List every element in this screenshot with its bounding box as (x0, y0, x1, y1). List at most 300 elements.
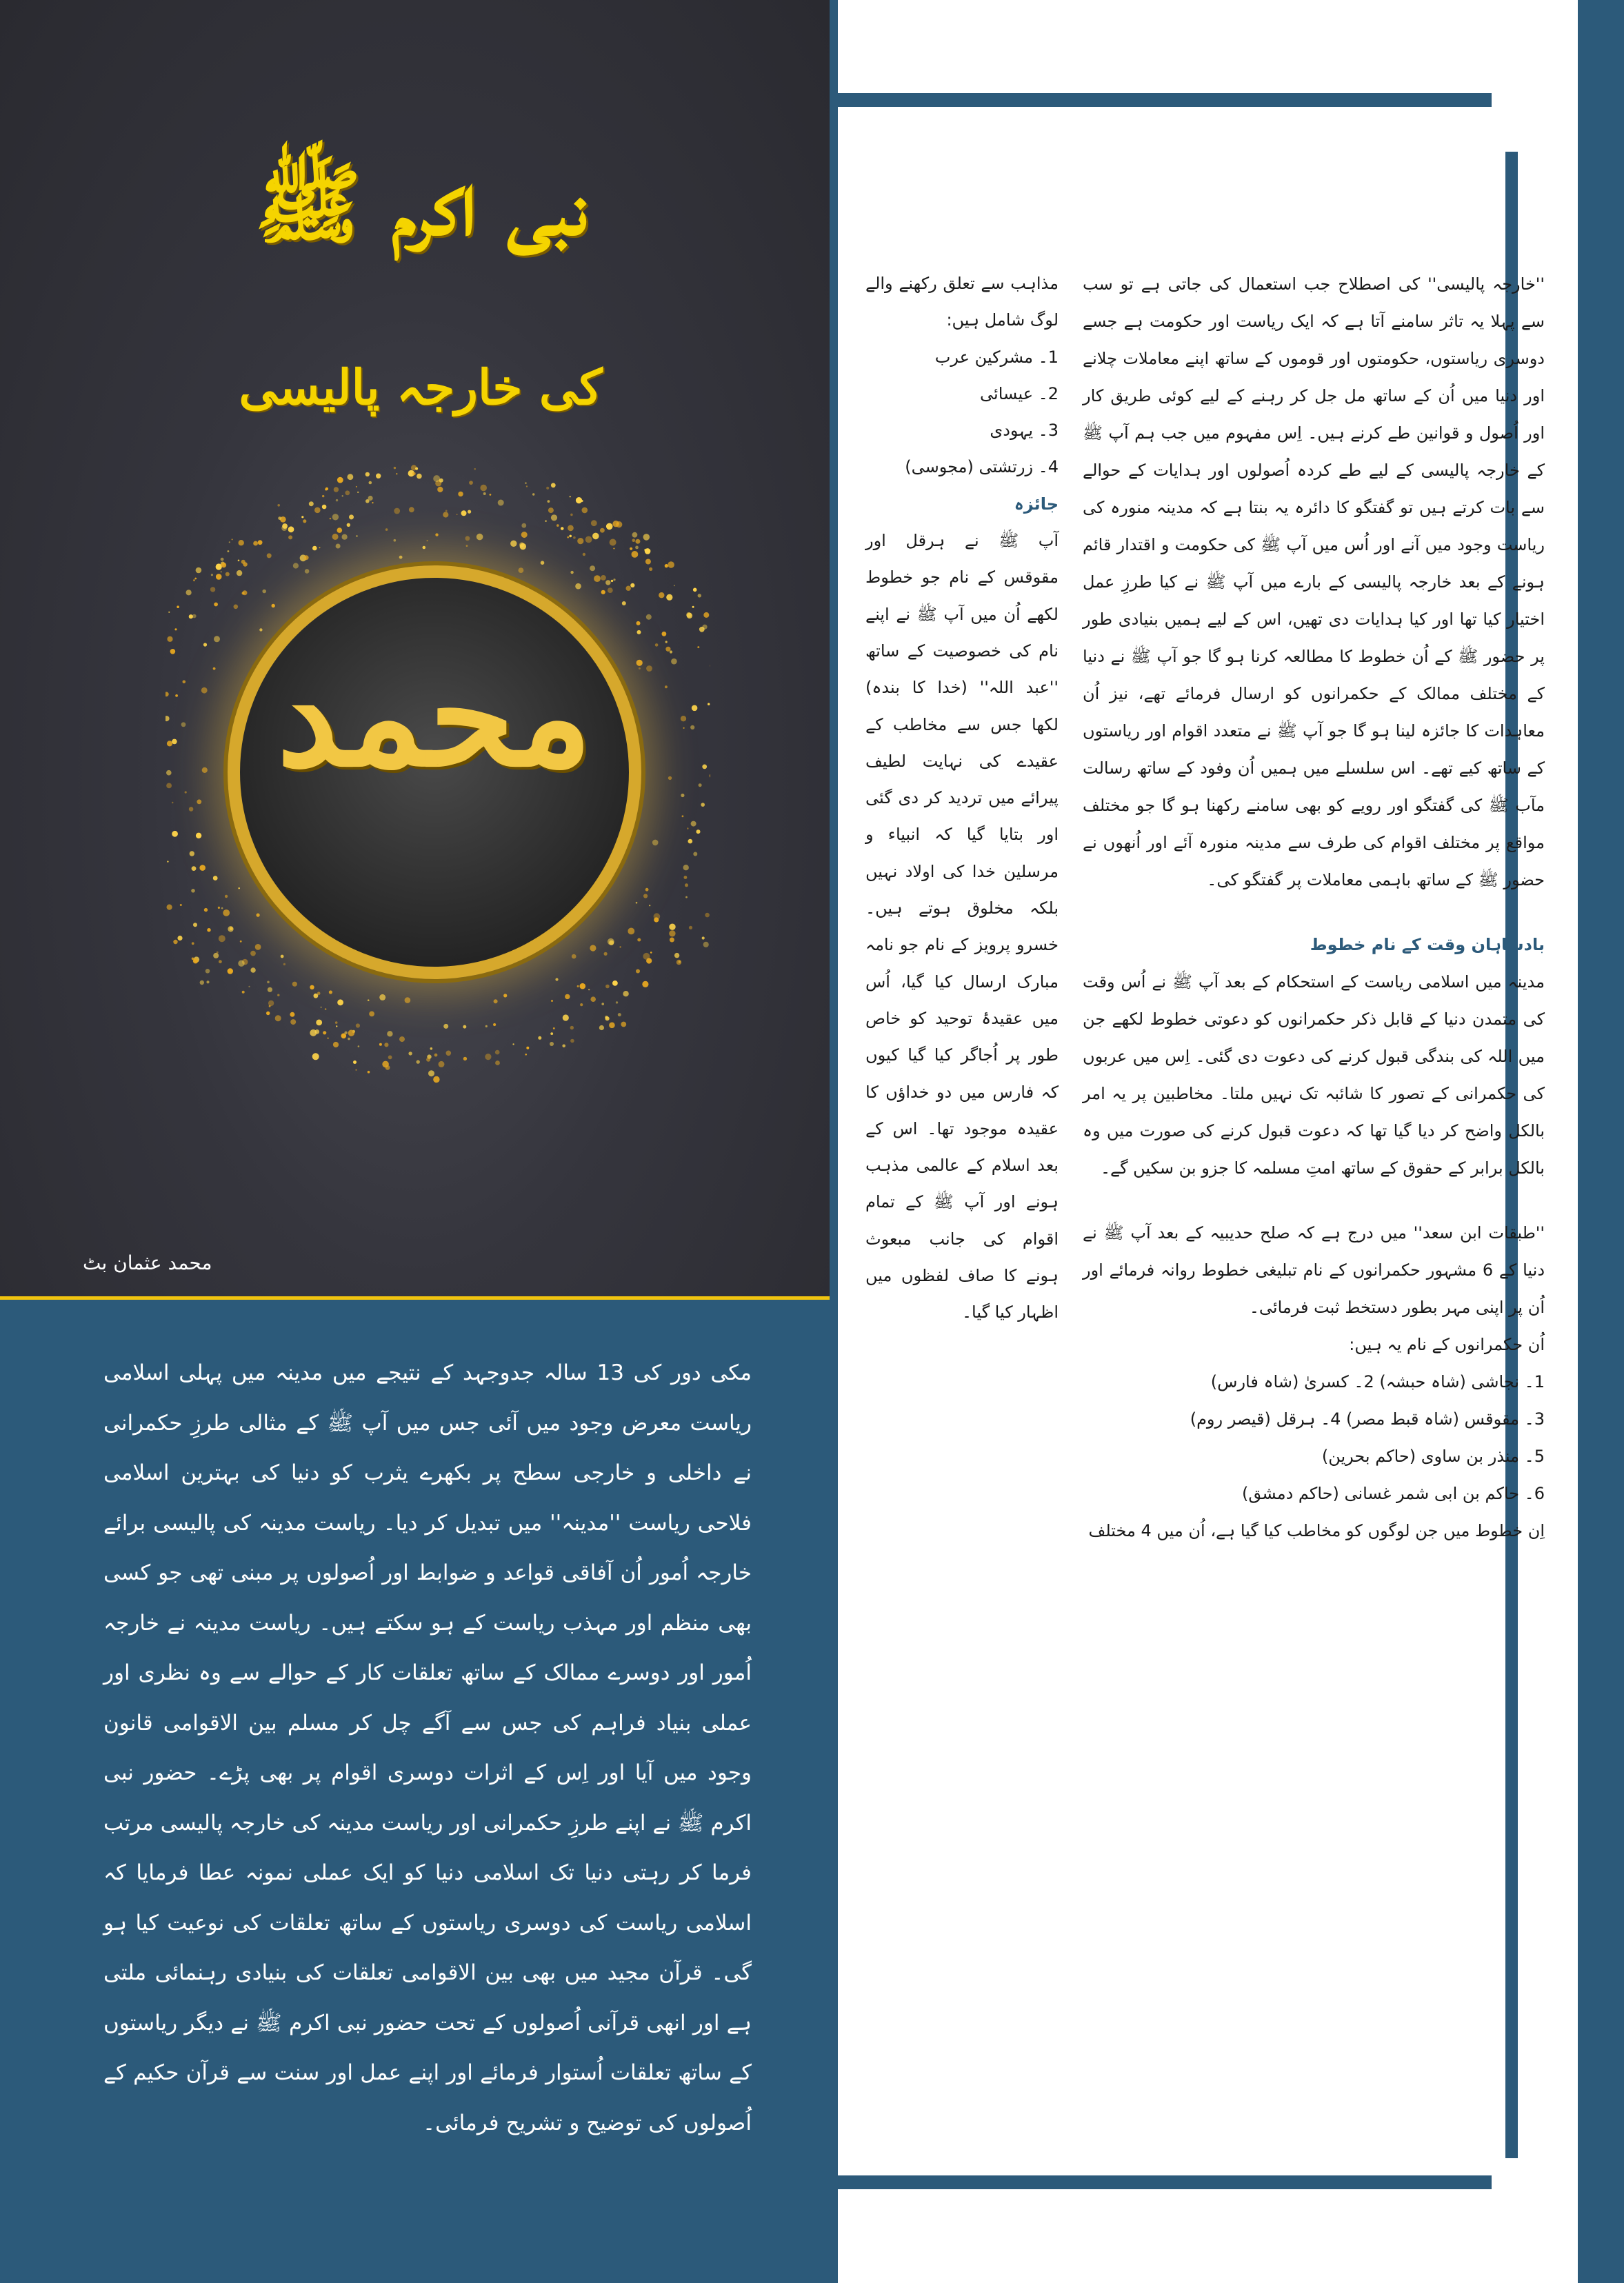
sparkle (588, 989, 590, 990)
sparkle (645, 559, 651, 565)
sparkle (605, 985, 610, 989)
sparkle (611, 580, 613, 582)
sparkle (605, 580, 610, 585)
sparkle (630, 583, 634, 587)
sparkle (172, 831, 178, 837)
sparkle (445, 510, 448, 512)
list-item: 2۔ عیسائی (980, 383, 1059, 403)
sparkle (702, 936, 705, 939)
sparkle (669, 924, 675, 930)
sparkle (428, 1070, 434, 1076)
sparkle (206, 980, 209, 983)
sparkle (665, 564, 668, 567)
sparkle (619, 946, 621, 947)
sparkle (662, 632, 667, 636)
sparkle (281, 525, 287, 531)
sparkle (167, 741, 172, 746)
sparkle (463, 1025, 466, 1029)
sparkle (281, 955, 284, 958)
sparkle (498, 500, 504, 506)
sparkle (317, 992, 321, 995)
sparkle (223, 909, 230, 916)
sparkle (183, 681, 186, 684)
sparkle (698, 594, 701, 597)
sparkle (561, 527, 564, 530)
sparkle (646, 665, 652, 672)
sparkle (495, 1060, 500, 1065)
sparkle (683, 865, 689, 870)
sparkle (569, 535, 572, 538)
sparkle (379, 1043, 382, 1046)
sparkle (277, 504, 280, 507)
sparkle (474, 468, 476, 470)
sparkle (193, 579, 195, 581)
sparkle (312, 1053, 319, 1060)
sparkle (685, 896, 688, 898)
sparkle (357, 492, 359, 493)
sparkle (688, 839, 693, 844)
sparkle (241, 560, 245, 564)
sparkle (687, 613, 692, 618)
sparkle (314, 507, 321, 514)
sparkle (532, 493, 534, 495)
sparkle (267, 553, 272, 558)
sparkle (221, 558, 224, 561)
sparkle (573, 536, 576, 539)
letters-paragraph: مدینہ میں اسلامی ریاست کے استحکام کے بعد آپ ﷺ نے اُس وقت کی متمدن دنیا کے قابل ذکر حکمرانوں کو دعوتی خطوط لکھے جن میں اللہ کی بندگی قبول کرنے کی دعوت دی گئی۔ اِس میں عربوں کی حکمرانی کے تصور کا شائبہ تک نہیں ملتا۔ مخاطبین پر یہ امر بالکل واضح کر دیا گیا تھا کہ دعوت قبول کرنے کی صورت میں وہ بالکل برابر کے حقوق کے ساتھ امتِ مسلمہ کا جزو بن سکیں گے۔ (1083, 972, 1545, 1178)
sparkle (691, 821, 696, 827)
sparkle (356, 1023, 360, 1027)
sparkle (415, 467, 418, 470)
sparkle (194, 578, 197, 580)
sparkle (682, 815, 684, 817)
sparkle (290, 1012, 294, 1017)
sparkle (290, 1019, 296, 1025)
sparkle (599, 1025, 604, 1030)
sparkle (394, 508, 400, 514)
sparkle (636, 902, 638, 904)
sparkle (637, 938, 641, 942)
sparkle (605, 1016, 610, 1020)
sparkle (238, 560, 240, 562)
sparkle (699, 783, 702, 787)
sparkle (665, 641, 668, 643)
sparkle (541, 561, 545, 565)
sparkle (618, 1013, 621, 1016)
sparkle (213, 667, 216, 670)
sparkle (585, 536, 592, 543)
sparkle (563, 1014, 569, 1020)
sparkle (180, 904, 182, 906)
sparkle (303, 519, 306, 523)
sparkle (570, 1039, 574, 1043)
sparkle (565, 994, 570, 999)
sparkle (568, 525, 574, 531)
sparkle (316, 1020, 322, 1026)
sparkle (577, 538, 583, 544)
sparkle (310, 985, 314, 989)
sparkle (337, 477, 343, 483)
sparkle (283, 963, 285, 965)
sparkle (239, 540, 244, 545)
sparkle (616, 1001, 618, 1003)
sparkle (570, 514, 573, 516)
sparkle (312, 546, 317, 551)
sparkle (670, 938, 674, 943)
sparkle (703, 942, 709, 947)
sparkle (538, 1036, 541, 1040)
sparkle (705, 913, 710, 918)
sparkle (480, 485, 487, 492)
sparkle (177, 605, 179, 608)
sparkle (189, 614, 193, 618)
sparkle (255, 944, 261, 950)
sparkle (551, 483, 556, 487)
sparkle (521, 523, 526, 528)
sparkle (681, 794, 684, 797)
sparkle (439, 1061, 445, 1067)
sparkle (466, 545, 468, 547)
sparkle (649, 567, 652, 571)
sparkle (189, 807, 194, 812)
sparkle (645, 888, 649, 892)
sparkle (323, 1031, 326, 1034)
sparkle (221, 907, 223, 909)
sparkle (192, 942, 194, 945)
sparkle (293, 563, 299, 568)
sparkle (632, 532, 638, 538)
sparkle (268, 1000, 274, 1006)
sparkle (546, 487, 549, 490)
sparkle (368, 496, 373, 501)
sparkle (636, 969, 640, 974)
sparkle (684, 876, 688, 879)
sparkle (368, 999, 370, 1001)
list-item: 1۔ مشرکین عرب (934, 347, 1059, 367)
sparkle (199, 865, 205, 871)
sparkle (358, 1045, 360, 1047)
sparkle (693, 588, 697, 592)
sparkle (275, 1015, 281, 1021)
sparkle (200, 980, 204, 985)
sparkle (649, 905, 650, 906)
sparkle (525, 1054, 527, 1056)
sparkle (405, 997, 411, 1003)
sparkle (167, 861, 168, 862)
sparkle (203, 643, 207, 646)
sparkle (262, 590, 266, 594)
sparkle (190, 851, 194, 856)
sparkle (250, 967, 255, 972)
sparkle (197, 799, 201, 804)
intro-paragraph: مکی دور کی 13 سالہ جدوجہد کے نتیجے میں مدینہ میں پہلی اسلامی ریاست معرض وجود میں آئی جس میں آپ ﷺ کے مثالی طرزِ حکمرانی نے داخلی و خارجی سطح پر بکھرے یثرب کو دنیا کی بہترین اسلامی فلاحی ریاست ''مدینہ'' میں تبدیل کر دیا۔ ریاست مدینہ کی پالیسی برائے خارجہ اُمور اُن آفاقی قواعد و ضوابط اور اُصولوں پر مبنی تھی جو کسی بھی منظم اور مہذب ریاست کے ہو سکتے ہیں۔ ریاست مدینہ نے خارجہ اُمور اور دوسرے ممالک کے ساتھ تعلقات کار کے حوالے سے وہ نظری اور عملی بنیاد فراہم کی جس سے آگے چل کر مسلم بین الاقوامی قانون وجود میں آیا اور اِس کے اثرات دوسری اقوام پر بھی پڑے۔ حضور نبی اکرم ﷺ نے اپنے طرزِ حکمرانی اور ریاست مدینہ کی خارجہ پالیسی مرتب فرما کر رہتی دنیا تک اسلامی دنیا کو ایک عملی نمونہ عطا فرمایا کہ اسلامی ریاست کی دوسری ریاستوں کے ساتھ تعلقات کی نوعیت کیا ہو گی۔ قرآن مجید میں بھی بین الاقوامی تعلقات کی بنیادی رہنمائی ملتی ہے اور انھی قرآنی اُصولوں کے تحت حضور نبی اکرم ﷺ نے دیگر ریاستوں کے ساتھ تعلقات اُستوار فرمائے اور اپنے عمل اور سنت سے قرآن حکیم کے اُصولوں کی توضیح و تشریح فرمائی۔ (103, 1360, 752, 2135)
sparkle (630, 547, 632, 550)
section-heading-review: جائزہ (1014, 494, 1059, 514)
sparkle (172, 802, 173, 803)
sparkle (683, 727, 685, 729)
sparkle (692, 705, 698, 712)
sparkle (548, 507, 554, 513)
sparkle (229, 541, 230, 543)
sparkle (606, 523, 613, 530)
sparkle (655, 643, 659, 647)
sparkle (267, 981, 270, 984)
sparkle (485, 1054, 491, 1060)
sparkle (242, 592, 245, 594)
sparkle (433, 475, 440, 482)
sparkle (342, 534, 348, 540)
sparkle (228, 968, 233, 974)
sparkle (668, 561, 674, 568)
sparkle (218, 565, 219, 566)
sparkle (337, 527, 343, 533)
sparkle (622, 601, 626, 605)
sparkle (325, 487, 328, 490)
sparkle (396, 473, 397, 474)
sparkle (349, 514, 354, 519)
sparkle (668, 776, 672, 780)
sparkle (621, 1022, 626, 1027)
sparkle (332, 514, 339, 520)
sparkle (665, 685, 668, 688)
sparkle (550, 1032, 553, 1035)
sparkle (545, 521, 546, 522)
sparkle (674, 953, 679, 958)
sparkle (637, 630, 641, 634)
list-item: 1۔ نجاشی (شاہ حبشہ) 2۔ کسریٰ (شاہ فارس) (1210, 1372, 1545, 1391)
bottom-band (830, 2175, 1492, 2189)
sparkle (608, 587, 613, 593)
sparkle (322, 495, 324, 497)
sparkle (601, 575, 606, 581)
sparkle (301, 516, 303, 518)
sparkle (580, 983, 586, 989)
top-band (830, 93, 1492, 107)
narrow-column (865, 265, 1059, 1331)
sparkle (304, 555, 309, 560)
sparkle (577, 985, 579, 987)
sparkle (334, 487, 339, 492)
sparkle (443, 1024, 448, 1029)
sparkle (365, 472, 370, 476)
sparkle (503, 994, 507, 997)
sparkle (268, 987, 272, 992)
sparkle (202, 767, 208, 773)
intro-article: ''خارجہ پالیسی'' کی اصطلاح جب استعمال کی جاتی ہے تو سب سے پہلا یہ تاثر سامنے آتا ہے کہ ایک ریاست اور حکومت ہے جسے دوسری ریاستوں، حکومتوں اور قوموں کے ساتھ اپنے معاملات چلانے اور دنیا میں اُن کے ساتھ مل جل کر رہنے کے لیے کوئی طریق کار اور اُصول و قوانین طے کرنے ہیں۔ اِس مفہوم میں جب ہم آپ ﷺ کے خارجہ پالیسی کے لیے طے کردہ اُصولوں اور ہدایات کے حوالے سے بات کرتے ہیں تو گفتگو کا دائرہ یہ بنتا ہے کہ مدینہ منورہ کی ریاست وجود میں آنے اور اُس میں آپ ﷺ کی حکومت و اقتدار قائم ہونے کے بعد خارجہ پالیسی کے بارے میں آپ ﷺ نے کیا طرزِ عمل اختیار کیا تھا اور کیا ہدایات دی تھیں، اس کے لیے ہمیں بنیادی طور پر حضور ﷺ کے اُن خطوط کا مطالعہ کرنا ہو گا جو آپ ﷺ نے دنیا کے مختلف ممالک کے حکمرانوں کو ارسال فرمائے تھے، نیز اُن معاہدات کا جائزہ لینا ہو گا جو آپ ﷺ نے متعدد اقوام اور ریاستوں کے ساتھ کیے تھے۔ اس سلسلے میں ہمیں اُن وفود کے ساتھ رسالت مآب ﷺ کی گفتگو اور رویے کو بھی سامنے رکھنا ہو گا جو مختلف مواقع پر مختلف اقوام کی طرف سے مدینہ منورہ آئے اور اُنھوں نے حضور ﷺ کے ساتھ باہمی معاملات پر گفتگو کی۔ (1083, 274, 1545, 889)
sparkle (211, 574, 213, 576)
sparkle (196, 567, 202, 574)
sparkle (272, 604, 275, 607)
page-title: نبی اکرم ﷺ (254, 152, 587, 256)
sparkle (201, 687, 208, 694)
sparkle (644, 549, 647, 552)
sparkle (567, 536, 569, 539)
sparkle (612, 980, 618, 986)
tabaqat-paragraph: ''طبقات ابن سعد'' میں درج ہے کہ صلح حدیبیہ کے بعد آپ ﷺ نے دنیا کے 6 مشہور حکمرانوں کے نام تبلیغی خطوط روانہ فرمائے اور اُن پر اپنی مہر بطور دستخط ثبت فرمائی۔ (1083, 1223, 1545, 1317)
sparkle (345, 490, 350, 495)
right-edge-stripe (1578, 0, 1624, 2283)
sparkle (652, 840, 659, 846)
sparkle (626, 586, 631, 591)
sparkle (388, 1056, 392, 1060)
sparkle (671, 658, 677, 665)
rulers-list (1083, 1363, 1545, 1512)
sparkle (623, 991, 628, 996)
sparkle (592, 533, 599, 540)
sparkle (575, 583, 581, 590)
sparkle (175, 694, 178, 697)
list-item: 4۔ زرتشتی (مجوسی) (905, 457, 1059, 477)
sparkle (319, 547, 321, 548)
sparkle (173, 940, 177, 944)
sparkle (643, 953, 650, 960)
list-item: 3۔ مقوقس (شاہ قبط مصر) 4۔ ہرقل (قیصر روم) (1190, 1409, 1545, 1429)
sparkle (259, 628, 262, 631)
sparkle (689, 926, 692, 929)
sparkle (443, 512, 448, 517)
sparkle (329, 990, 332, 994)
closing-line: اِن خطوط میں جن لوگوں کو مخاطب کیا گیا ہے، اُن میں 4 مختلف (1088, 1521, 1545, 1540)
sparkle (613, 579, 615, 581)
sparkle (394, 539, 397, 542)
sparkle (685, 883, 688, 887)
sparkle (234, 605, 239, 610)
sparkle (412, 472, 416, 476)
sparkle (394, 467, 396, 469)
sparkle (681, 716, 686, 721)
sparkle (232, 539, 233, 540)
sparkle (632, 539, 636, 542)
sparkle (702, 625, 707, 630)
sparkle (494, 999, 498, 1003)
sparkle (368, 1071, 370, 1074)
sparkle (238, 961, 244, 967)
sparkle (666, 594, 672, 601)
sparkle (665, 647, 670, 652)
sparkle (379, 994, 385, 1000)
sparkle (417, 1060, 420, 1063)
sparkle (613, 548, 614, 550)
sparkle (214, 603, 218, 607)
sparkle (213, 876, 218, 881)
sparkle (337, 999, 343, 1005)
sparkle (347, 523, 350, 527)
sparkle (213, 953, 219, 958)
sparkle (167, 636, 172, 642)
sparkle (369, 481, 372, 485)
sparkle (210, 587, 215, 592)
sparkle (333, 1042, 339, 1047)
sparkle (177, 936, 182, 941)
sparkle (469, 481, 473, 485)
sparkle (635, 546, 639, 550)
sparkle (327, 1037, 329, 1039)
sparkle (193, 923, 197, 927)
sparkle (687, 827, 689, 829)
sparkle (250, 951, 256, 956)
sparkle (430, 1047, 433, 1050)
sparkle (446, 1051, 452, 1056)
sparkle (399, 556, 403, 559)
sparkle (562, 1045, 565, 1048)
sparkle (628, 928, 634, 935)
sparkle (240, 941, 242, 943)
sparkle (676, 960, 681, 965)
sparkle (583, 553, 585, 556)
sparkle (185, 791, 187, 793)
sparkle (636, 621, 641, 625)
sparkle (221, 571, 222, 572)
sparkle (674, 585, 675, 586)
sparkle (325, 1008, 327, 1010)
sparkle (423, 546, 426, 550)
sparkle (594, 575, 601, 582)
sparkle (372, 502, 373, 503)
sparkle (590, 565, 595, 571)
sparkle (483, 492, 486, 495)
sparkle (277, 994, 279, 996)
sparkle (427, 540, 428, 541)
sparkle (601, 590, 605, 594)
sparkle (191, 889, 195, 893)
intro-text (103, 1348, 752, 2148)
sparkle (519, 567, 524, 573)
sparkle (591, 520, 597, 526)
sparkle (708, 703, 710, 705)
sparkle (170, 649, 176, 654)
sparkle (335, 1021, 338, 1024)
sparkle (309, 501, 314, 506)
sparkle (581, 500, 583, 502)
sparkle (512, 1043, 514, 1045)
sparkle (461, 510, 467, 516)
sparkle (288, 535, 292, 539)
sparkle (228, 550, 230, 552)
sparkle (166, 783, 172, 789)
sparkle (650, 952, 652, 954)
sparkle (572, 954, 577, 959)
sparkle (266, 1012, 270, 1015)
sparkle (239, 887, 240, 889)
sparkle (702, 765, 707, 770)
rulers-intro: اُن حکمرانوں کے نام یہ ہیں: (1349, 1335, 1545, 1354)
calligraphy-muhammad: محمد (277, 636, 592, 798)
sparkle (485, 1025, 488, 1027)
sparkle (237, 570, 242, 576)
sparkle (435, 533, 438, 536)
sparkle (551, 514, 557, 521)
sparkle (550, 1042, 554, 1046)
sparkle (384, 1043, 388, 1047)
sparkle (632, 551, 639, 558)
sparkle (336, 544, 341, 549)
sparkle (258, 540, 263, 545)
sparkle (468, 510, 471, 514)
sparkle (356, 486, 357, 487)
religions-list (865, 339, 1059, 486)
sparkle (557, 524, 559, 527)
sparkle (207, 928, 210, 932)
sparkle (385, 1065, 390, 1070)
list-item: 6۔ حاکم بن ابی شمر غسانی (حاکم دمشق) (1241, 1484, 1545, 1503)
sparkle (670, 650, 672, 653)
sparkle (477, 534, 483, 541)
sparkle (166, 692, 169, 696)
sparkle (433, 1076, 439, 1083)
sparkle (458, 492, 463, 496)
sparkle (526, 485, 528, 487)
sparkle (434, 1054, 438, 1057)
